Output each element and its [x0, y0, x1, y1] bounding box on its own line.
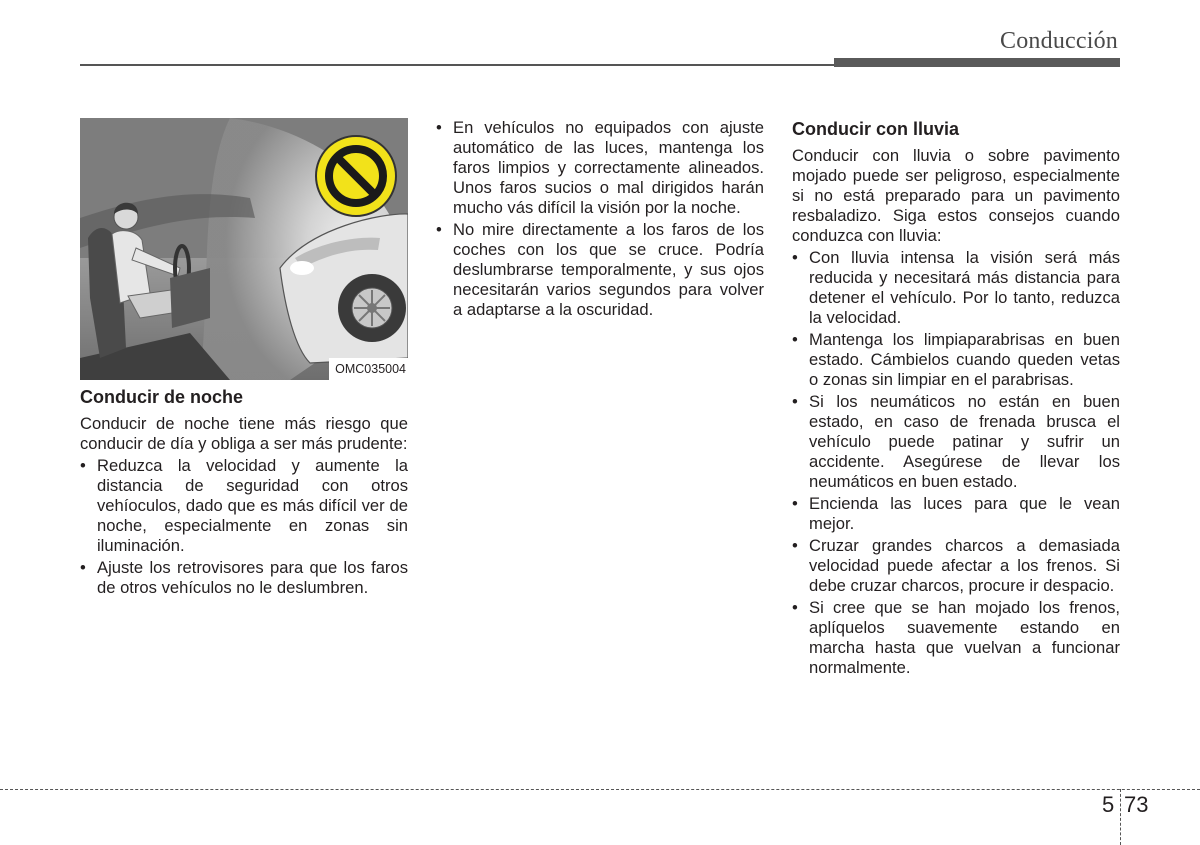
bullet-icon: •: [436, 118, 442, 137]
footer-dashed-rule: [0, 789, 1200, 790]
list-item: [792, 536, 1120, 596]
list-item: [80, 558, 408, 598]
page-number: 73: [1124, 792, 1149, 817]
bullet-icon: •: [792, 536, 798, 555]
bullet-icon: •: [80, 456, 86, 475]
rain-bullet-list: [792, 248, 1120, 678]
list-item-text: Encienda las luces para que le vean mejor.: [809, 494, 1120, 533]
heading-night-driving: Conducir de noche: [80, 387, 244, 407]
rain-intro: Conducir con lluvia o sobre pavimento mojado puede ser peligroso, especialmente si no está preparado para un pavimento resbaladizo. Siga estos consejos cuando conduzca con lluvia:: [792, 146, 1120, 245]
list-item: [792, 494, 1120, 534]
bullet-icon: •: [80, 558, 86, 577]
bullet-icon: •: [792, 392, 798, 411]
night-bullet-list-continued: [436, 118, 764, 320]
illustration-drawing: [80, 118, 408, 380]
list-item-text: Con lluvia intensa la visión será más reducida y necesitará más distancia para detener el vehículo. Por lo tanto, reduzca la velocidad.: [809, 248, 1120, 327]
heading-rain-driving: Conducir con lluvia: [792, 119, 960, 139]
header-bar: [834, 58, 1120, 67]
list-item: [436, 118, 764, 218]
bullet-icon: •: [792, 598, 798, 617]
list-item-text: Si los neumáticos no están en buen estado, en caso de frenada brusca el vehículo puede patinar y sufrir un accidente. Asegúrese de llevar los neumáticos en buen estado.: [809, 392, 1120, 491]
bullet-icon: •: [792, 248, 798, 267]
bullet-icon: •: [792, 494, 798, 513]
list-item-text: Cruzar grandes charcos a demasiada velocidad puede afectar a los frenos. Si debe cruzar charcos, procure ir despacio.: [809, 536, 1120, 595]
list-item: [792, 248, 1120, 328]
list-item-text: Mantenga los limpiaparabrisas en buen estado. Cámbielos cuando queden vetas o zonas sin limpiar en el parabrisas.: [809, 330, 1120, 389]
no-entry-sign-icon: [316, 136, 396, 216]
figure-code: OMC035004: [329, 358, 408, 380]
list-item-text: Ajuste los retrovisores para que los faros de otros vehículos no le deslumbren.: [97, 558, 408, 597]
list-item: [792, 330, 1120, 390]
header-title: Conducción: [1000, 28, 1118, 54]
footer-dashed-divider: [1120, 789, 1121, 845]
night-intro: Conducir de noche tiene más riesgo que conducir de día y obliga a ser más prudente:: [80, 414, 408, 453]
list-item: [792, 392, 1120, 492]
list-item-text: En vehículos no equipados con ajuste automático de las luces, mantenga los faros limpios y correctamente alineados. Unos faros sucios o mal dirigidos harán mucho vás difícil la visión por la noche.: [453, 118, 764, 217]
list-item-text: No mire directamente a los faros de los coches con los que se cruce. Podría deslumbrarse temporalmente, y sus ojos necesitarán varios segundos para volver a adaptarse a la oscuridad.: [453, 220, 764, 319]
list-item-text: Reduzca la velocidad y aumente la distancia de seguridad con otros vehíoculos, dado que es más difícil ver de noche, especialmente en zonas sin iluminación.: [97, 456, 408, 555]
bullet-icon: •: [436, 220, 442, 239]
bullet-icon: •: [792, 330, 798, 349]
column-right: [792, 118, 1120, 680]
column-middle: [436, 118, 764, 322]
list-item: [80, 456, 408, 556]
chapter-number: 5: [1102, 792, 1115, 817]
list-item: [792, 598, 1120, 678]
list-item: [436, 220, 764, 320]
column-left: [80, 118, 408, 600]
night-bullet-list: [80, 456, 408, 598]
night-driving-illustration: [80, 118, 408, 380]
list-item-text: Si cree que se han mojado los frenos, aplíquelos suavemente estando en marcha hasta que vuelvan a funcionar normalmente.: [809, 598, 1120, 677]
